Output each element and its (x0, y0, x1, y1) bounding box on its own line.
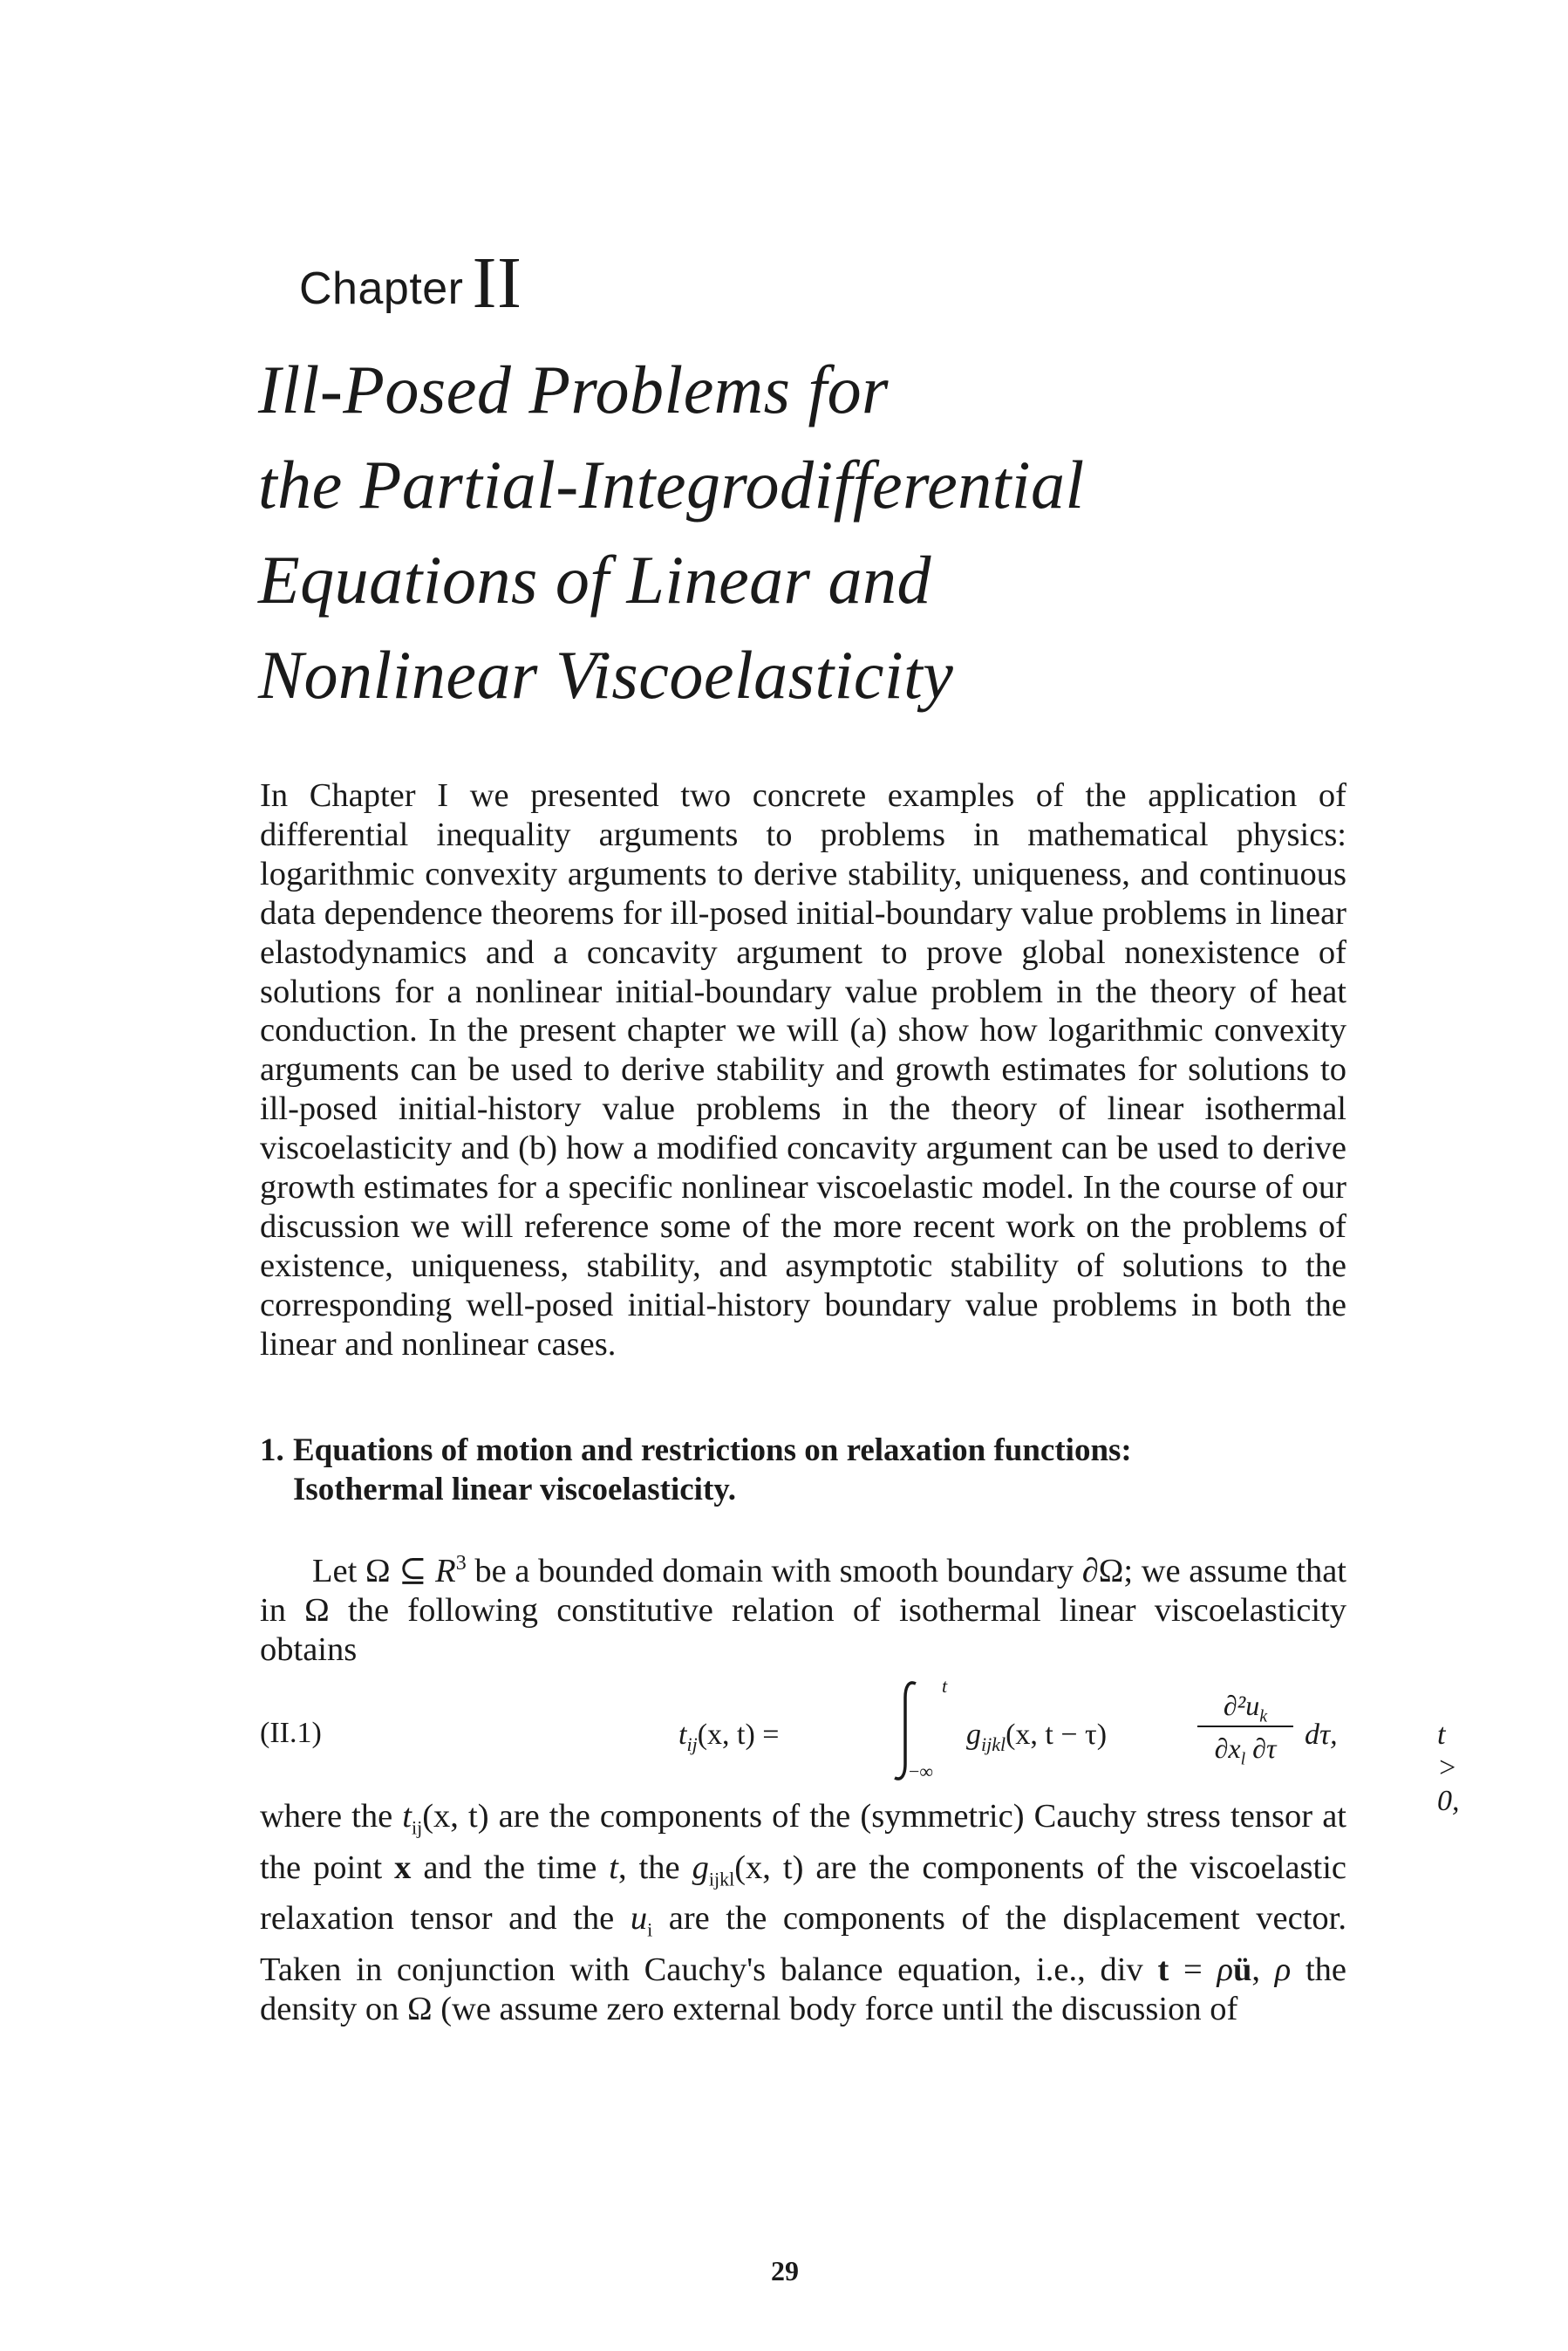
section-title-line2: Isothermal linear viscoelasticity. (293, 1472, 736, 1507)
equation-lhs: $t_{ij}(x$, t) = (678, 1719, 780, 1755)
integral-lower-limit: −∞ (909, 1760, 934, 1782)
equation-II-1 (260, 1675, 1460, 1817)
section-number: 1. (260, 1432, 284, 1468)
differential: dτ, (1305, 1719, 1338, 1751)
relaxation-kernel: $g_{ijkl}(x$, t − τ) (966, 1719, 1108, 1755)
integral-upper-limit: t (942, 1675, 948, 1697)
equation-label: (II.1) (260, 1717, 322, 1749)
fraction-denominator: $\partial x_l$ ∂τ (1214, 1732, 1277, 1769)
chapter-title (258, 342, 1085, 722)
chapter-title-line: Ill-Posed Problems for (258, 352, 890, 427)
symbol-omega: Ω (365, 1552, 391, 1589)
text-run: Let (312, 1552, 365, 1589)
fraction-bar (1197, 1726, 1293, 1727)
symbol-boundary: ∂Ω (1081, 1552, 1124, 1589)
chapter-word: Chapter (299, 263, 464, 314)
text-run: ; we assume that in Ω the following constitutive relation of isothermal linear viscoelasticity obtains (260, 1552, 1346, 1668)
chapter-title-line: Equations of Linear and (258, 542, 932, 618)
symbol-R: R (435, 1552, 456, 1589)
section-title-line1: Equations of motion and restrictions on relaxation functions: (293, 1432, 1132, 1468)
chapter-label (299, 243, 522, 324)
page-number: 29 (771, 2255, 799, 2286)
chapter-number: II (472, 243, 522, 324)
superscript-3: 3 (455, 1552, 467, 1575)
equation-condition: t > 0, (1437, 1719, 1460, 1817)
body-paragraph: where the $t_{ij}(x$, t) are the components of the (symmetric) Cauchy stress tensor at the point x and the time t, the $g_{ijkl}(x$, t) are the components of the viscoelastic relaxation tensor and the $u_i$ are the components of the displacement vector. Taken in conjunction with Cauchy's balance equation, i.e., div t = ρü, ρ the density on Ω (we assume zero external body force until the discussion of (260, 1798, 1347, 2027)
intro-paragraph: In Chapter I we presented two concrete examples of the application of differential inequality arguments to problems in mathematical physics: logarithmic convexity arguments to derive stability, uniqueness, and continuous data dependence theorems for ill-posed initial-boundary value problems in linear elastodynamics and a concavity argument to prove global nonexistence of solutions for a nonlinear initial-boundary value problem in the theory of heat conduction. In the present chapter we will (a) show how logarithmic convexity arguments can be used to derive stability and growth estimates for solutions to ill-posed initial-history value problems in the theory of linear isothermal viscoelasticity and (b) how a modified concavity argument can be used to derive growth estimates for a specific nonlinear viscoelastic model. In the course of our discussion we will reference some of the more recent work on the problems of existence, uniqueness, stability, and asymptotic stability of solutions to the corresponding well-posed initial-history boundary value problems in both the linear and nonlinear cases. (260, 777, 1346, 1363)
chapter-title-line: the Partial-Integrodifferential (258, 447, 1085, 523)
symbol-subset: ⊆ (390, 1552, 436, 1589)
fraction-numerator: $\partial^2u_k$ (1223, 1690, 1268, 1726)
chapter-title-line: Nonlinear Viscoelasticity (258, 637, 954, 713)
second-derivative-fraction (1197, 1684, 1293, 1776)
text-run: be a bounded domain with smooth boundary (466, 1552, 1082, 1589)
body-paragraph (260, 1544, 1346, 1670)
section-heading (260, 1431, 1346, 1509)
